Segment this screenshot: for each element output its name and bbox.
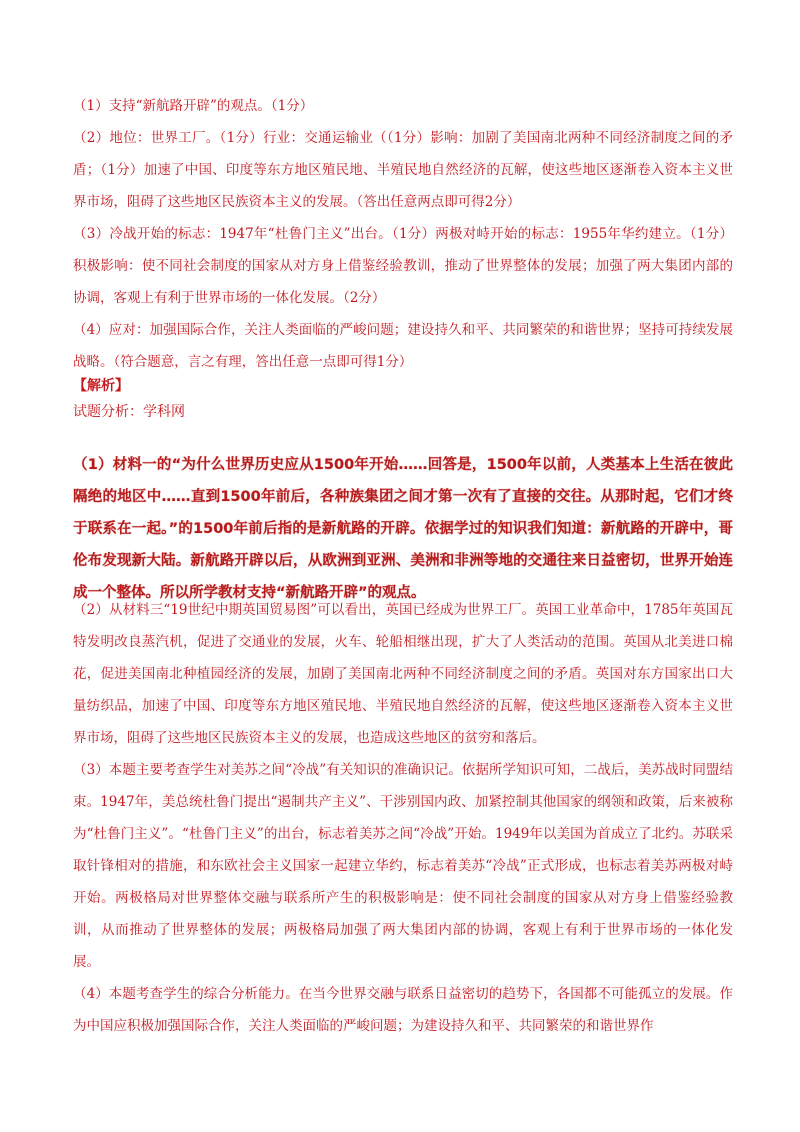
analysis-1: （1）材料一的“为什么世界历史应从1500年开始……回答是，1500年以前，人类基本上生活在彼此隔绝的地区中……直到1500年前后，各种族集团之间才第一次有了直接的交往。从那时起，它们才终于联系在一起。”的1500年前后指的是新航路的开辟。依据学过的知识我们知道：新航路的开辟中，哥伦布发现新大陆。新航路开辟以后，从欧洲到亚洲、美洲和非洲等地的交通往来日益密切，世界开始连成一个整体。所以所学教材支持“新航路开辟”的观点。 xyxy=(73,456,733,601)
analysis-2: （2）从材料三“19世纪中期英国贸易图”可以看出，英国已经成为世界工厂。英国工业革命中，1785年英国瓦特发明改良蒸汽机，促进了交通业的发展，火车、轮船相继出现，扩大了人类活动的范围。英国从北美进口棉花，促进美国南北种植园经济的发展，加剧了美国南北两种不同经济制度之间的矛盾。英国对东方国家出口大量纺织品，加速了中国、印度等东方地区殖民地、半殖民地自然经济的瓦解，使这些地区逐渐卷入资本主义世界市场，阻碍了这些地区民族资本主义的发展，也造成这些地区的贫穷和落后。 xyxy=(73,602,733,746)
answer-1: （1）支持“新航路开辟”的观点。（1分） xyxy=(73,98,314,114)
analysis-subheading: 试题分析：学科网 xyxy=(73,404,185,420)
answer-2: （2）地位：世界工厂。（1分）行业：交通运输业（（1分）影响：加剧了美国南北两种不同经济制度之间的矛盾；（1分）加速了中国、印度等东方地区殖民地、半殖民地自然经济的瓦解，使这些地区逐渐卷入资本主义世界市场，阻碍了这些地区民族资本主义的发展。（答出任意两点即可得2分） xyxy=(73,130,733,210)
answer-4: （4）应对：加强国际合作，关注人类面临的严峻问题；建设持久和平、共同繁荣的和谐世界；坚持可持续发展战略。（符合题意，言之有理，答出任意一点即可得1分） xyxy=(73,322,733,370)
analysis-4: （4）本题考查学生的综合分析能力。在当今世界交融与联系日益密切的趋势下，各国都不可能孤立的发展。作为中国应积极加强国际合作，关注人类面临的严峻问题；为建设持久和平、共同繁荣的和谐世界作 xyxy=(73,986,733,1034)
answer-3: （3）冷战开始的标志：1947年“杜鲁门主义”出台。（1分）两极对峙开始的标志：1955年华约建立。（1分）积极影响：使不同社会制度的国家从对方身上借鉴经验教训，推动了世界整体的发展；加强了两大集团内部的协调，客观上有利于世界市场的一体化发展。（2分） xyxy=(73,226,733,306)
analysis-heading: 【解析】 xyxy=(73,378,129,394)
analysis-3: （3）本题主要考查学生对美苏之间“冷战”有关知识的准确识记。依据所学知识可知，二战后，美苏战时同盟结束。1947年，美总统杜鲁门提出“遏制共产主义”、干涉别国内政、加紧控制其他国家的纲领和政策，后来被称为“杜鲁门主义”。“杜鲁门主义”的出台，标志着美苏之间“冷战”开始。1949年以美国为首成立了北约。苏联采取针锋相对的措施，和东欧社会主义国家一起建立华约，标志着美苏“冷战”正式形成，也标志着美苏两极对峙开始。两极格局对世界整体交融与联系所产生的积极影响是：使不同社会制度的国家从对方身上借鉴经验教训，从而推动了世界整体的发展；两极格局加强了两大集团内部的协调，客观上有利于世界市场的一体化发展。 xyxy=(73,762,733,970)
